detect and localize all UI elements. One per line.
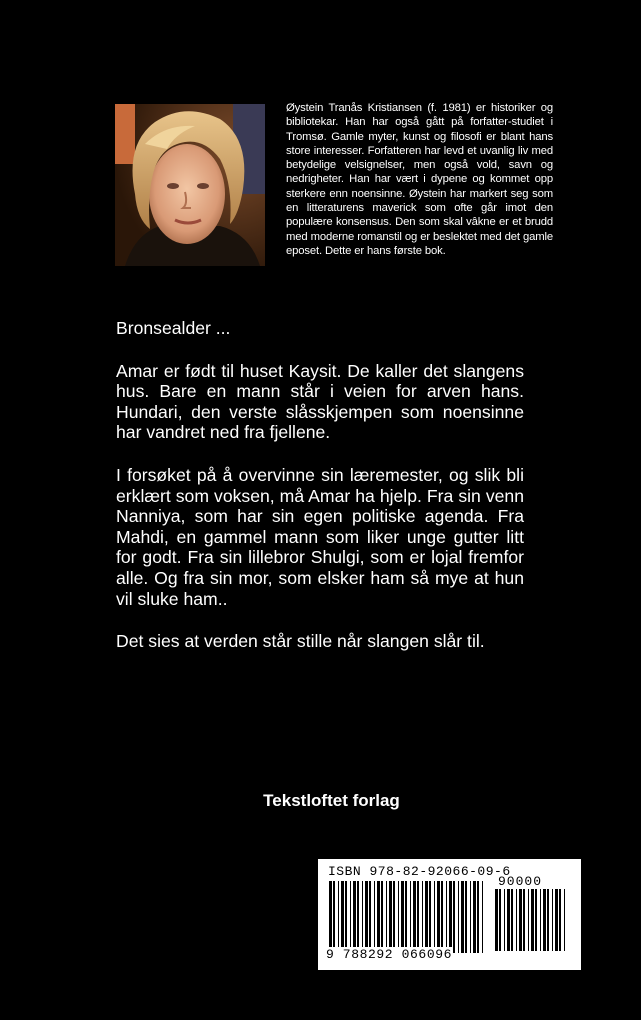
- barcode-bar: [437, 881, 440, 953]
- barcode-bar: [531, 889, 534, 951]
- barcode-bar: [441, 881, 443, 953]
- barcode-bar: [401, 881, 404, 953]
- back-cover-blurb: [116, 318, 524, 674]
- blurb-paragraph-1: Bronsealder ...: [116, 318, 231, 338]
- barcode-bar: [422, 881, 423, 953]
- barcode-bar: [353, 881, 356, 953]
- barcode-bar: [434, 881, 435, 953]
- barcode-bar: [386, 881, 387, 953]
- barcode-bar: [547, 889, 549, 951]
- barcode-bar: [465, 881, 467, 953]
- addon-barcode-bars: [494, 889, 574, 951]
- barcode-bar: [365, 881, 368, 953]
- barcode-bar: [499, 889, 501, 951]
- ean-digits: 9 788292 066096: [326, 947, 453, 962]
- barcode-bar: [398, 881, 399, 953]
- barcode-bar: [535, 889, 537, 951]
- author-portrait-image: [115, 104, 265, 266]
- barcode-bar: [516, 889, 517, 951]
- barcode-bar: [446, 881, 447, 953]
- barcode-bar: [341, 881, 344, 953]
- barcode-bar: [504, 889, 505, 951]
- barcode-bar: [482, 881, 483, 953]
- barcode-bar: [389, 881, 392, 953]
- barcode-bar: [338, 881, 339, 953]
- barcode-bar: [377, 881, 380, 953]
- barcode-bar: [345, 881, 347, 953]
- barcode-bar: [540, 889, 541, 951]
- publisher-name: Tekstloftet forlag: [263, 791, 400, 810]
- barcode-bar: [511, 889, 513, 951]
- barcode-bar: [473, 881, 476, 953]
- barcode-bar: [413, 881, 416, 953]
- barcode-bar: [564, 889, 565, 951]
- author-bio: Øystein Tranås Kristiansen (f. 1981) er historiker og bibliotekar. Han har også gått på forfatter-studiet i Tromsø. Gamle myter, kunst og filosofi er blant hans store interesser. Forfatteren har levd et uvanlig liv med betydelige velsignelser, men også vold, savn og nedrigheter. Han har vært i dypene og kommet opp sterkere enn noensinne. Øystein har markert seg som en litteraturens maverick som ofte går imot den populære konsensus. Den som skal vâkne er et brudd med moderne romanstil og er beslektet med det gamle eposet. Dette er hans første bok.: [286, 102, 553, 257]
- barcode-bar: [369, 881, 371, 953]
- barcode-bar: [519, 889, 522, 951]
- barcode-bar: [362, 881, 363, 953]
- barcode-bar: [507, 889, 510, 951]
- ean-barcode-bars: [328, 881, 488, 953]
- author-photo: [115, 104, 265, 266]
- barcode-bar: [417, 881, 419, 953]
- barcode-bar: [429, 881, 431, 953]
- price-addon-label: 90000: [498, 874, 543, 889]
- blurb-paragraph-2: Amar er født til huset Kaysit. De kaller det slangens hus. Bare en mann står i veien for arven hans. Hundari, den verste slåsskjempen som noensinne har vandret ned fra fjellene.: [116, 360, 524, 443]
- barcode-bar: [543, 889, 546, 951]
- barcode-bar: [350, 881, 351, 953]
- barcode-bar: [453, 881, 455, 953]
- barcode-bar: [381, 881, 383, 953]
- blurb-paragraph-3: I forsøket på å overvinne sin læremester, og slik bli erklært som voksen, må Amar ha hjelp. Fra sin venn Nanniya, som har sin egen politiske agenda. Fra Mahdi, en gammel mann som liker unge gutter litt for godt. Fra sin lillebror Shulgi, som er lojal fremfor alle. Og fra sin mor, som elsker ham så mye at hun vil sluke ham..: [116, 464, 524, 609]
- barcode-bar: [470, 881, 471, 953]
- barcode-bar: [552, 889, 553, 951]
- barcode-bar: [329, 881, 332, 953]
- barcode-bar: [410, 881, 411, 953]
- isbn-label: ISBN 978-82-92066-09-6: [328, 864, 511, 879]
- barcode-bar: [495, 889, 498, 951]
- barcode-bar: [461, 881, 464, 953]
- barcode-bar: [357, 881, 359, 953]
- barcode-bar: [523, 889, 525, 951]
- barcode-bar: [374, 881, 375, 953]
- blurb-paragraph-4: Det sies at verden står stille når slangen slår til.: [116, 631, 485, 652]
- barcode-bar: [555, 889, 558, 951]
- barcode-bar: [425, 881, 428, 953]
- barcode-bar: [458, 881, 459, 953]
- isbn-barcode: [318, 859, 581, 970]
- barcode-bar: [405, 881, 407, 953]
- barcode-bar: [449, 881, 452, 953]
- barcode-bar: [393, 881, 395, 953]
- barcode-bar: [477, 881, 479, 953]
- barcode-bar: [559, 889, 561, 951]
- barcode-bar: [528, 889, 529, 951]
- barcode-bar: [333, 881, 335, 953]
